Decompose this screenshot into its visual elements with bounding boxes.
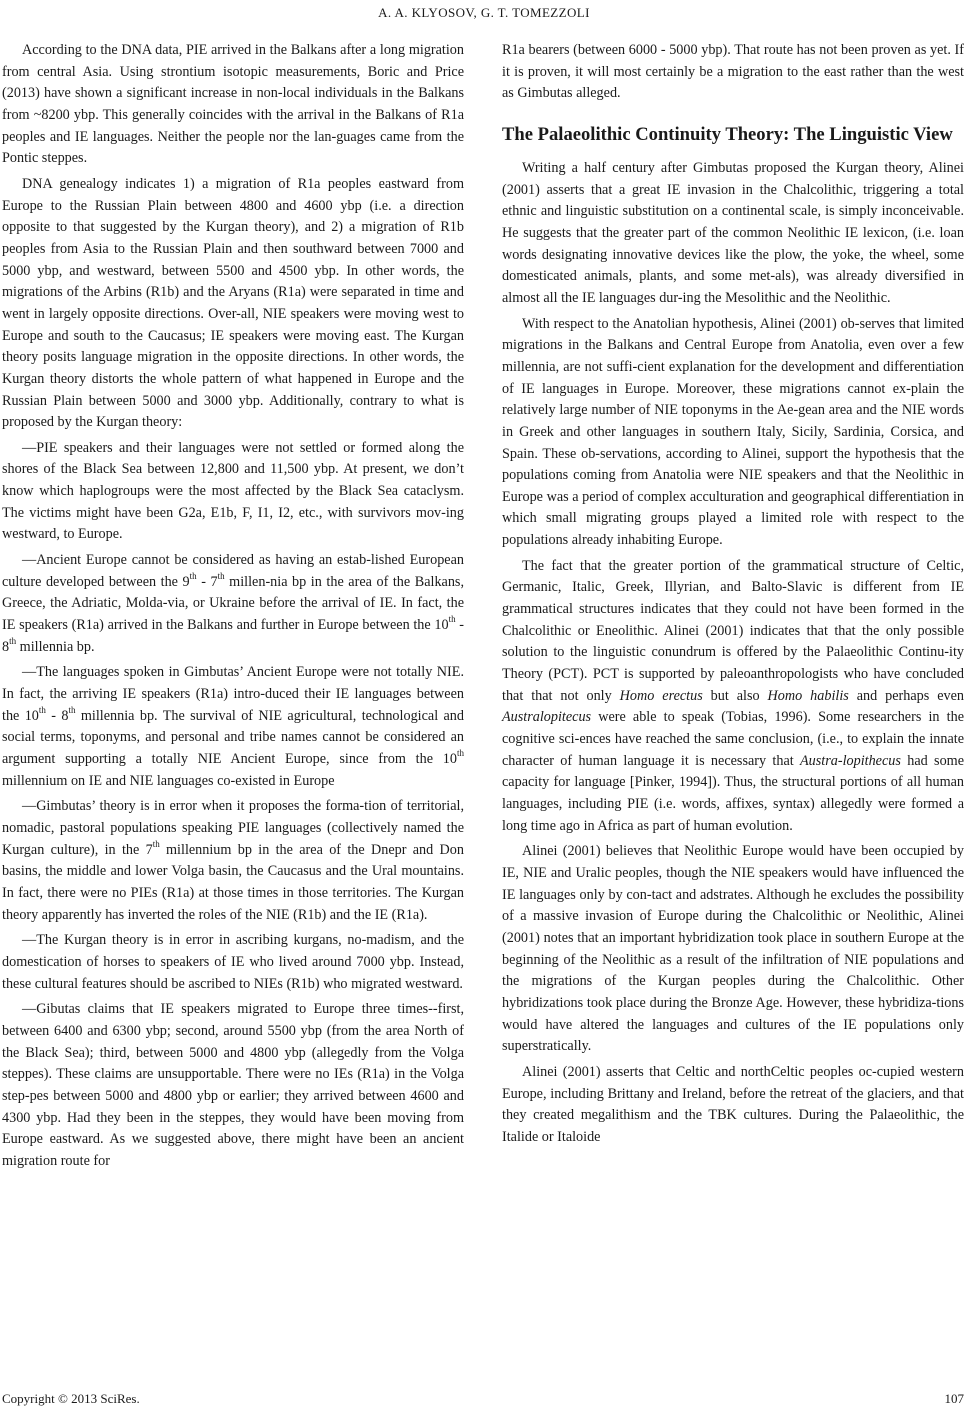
superscript: th bbox=[68, 704, 76, 715]
text-run: millen-nia bp in the area of the Balkans, Greece, the Adriatic, Molda-via, or Ukraine before the arrival of IE. In fact, the IE speakers (R1a) arrived in the Balkans and further in Europe between the 10 bbox=[2, 573, 465, 634]
text-run: The fact that the greater portion of the grammatical structure of Celtic, Germanic, Italic, Greek, Illyrian, and Balto-Slavic is different from IE grammatical structures indicates that they could not have been formed in the Chalcolithic or Eneolithic. Alinei (2001) indicates that that the only possible solution to the linguistic conundrum is offered by the Palaeolithic Continu-ity Theory (PCT). PCT is supported by paleoanthropologists who have concluded that that not only bbox=[502, 557, 964, 704]
superscript: th bbox=[448, 614, 456, 625]
text-run: had some capacity for language [Pinker, 1994]). Thus, the structural portions of all human languages, including PIE (i.e. words, affixes, syntax) allegedly were formed a long time ago in Africa as part of human evolution. bbox=[502, 752, 964, 834]
paragraph: According to the DNA data, PIE arrived in the Balkans after a long migration from central Asia. Using strontium isotopic measurements, Boric and Price (2013) have shown a significant increase in non-local individuals in the Balkans from ~8200 ybp. This generally coincides with the arrival in the Balkans of R1a peoples and IE languages. Neither the people nor the lan-guages came from the Pontic steppes. bbox=[2, 42, 464, 167]
copyright-notice: Copyright © 2013 SciRes. bbox=[2, 1391, 140, 1406]
superscript: th bbox=[38, 704, 46, 715]
paragraph: With respect to the Anatolian hypothesis, Alinei (2001) ob-serves that limited migrations in the Balkans and Central Europe from Anatolia, even over a few millennia, are not suffi-cient explanation for the development and differentiation of IE languages in Europe. Moreover, these migrations cannot ex-plain the relatively large number of NIE toponyms in the Ae-gean area and the NIE words in Greek and other languages in southern Italy, Sicily, Sardinia, Corsica, and Spain. These ob-servations, according to Alinei, support the hypothesis that the populations coming from Anatolia were NIE speakers and that the Neolithic in Europe was a period of complex acculturation and geographical differentiation in which small migrating groups played a limited role with respect to the populations already inhabiting Europe. bbox=[502, 315, 964, 549]
paragraph: —PIE speakers and their languages were not settled or formed along the shores of the Black Sea between 12,800 and 11,500 ybp. At present, we don’t know which haplogroups were the most affected by the Black Sea cataclysm. The victims might have been G2a, E1b, F, I1, I2, etc., with survivors mov-ing westward, to Europe. bbox=[2, 439, 464, 543]
superscript: th bbox=[152, 838, 160, 849]
italic-term: Homo erectus bbox=[619, 687, 703, 704]
paragraph: —The Kurgan theory is in error in ascribing kurgans, no-madism, and the domestication of horses to speakers of IE who lived around 7000 ybp. Instead, these cultural features should be ascribed to NIEs (R1b) who migrated westward. bbox=[2, 932, 464, 992]
text-run: but also bbox=[702, 687, 768, 704]
paragraph: —Gibutas claims that IE speakers migrated to Europe three times--first, between 6400 and 6300 ybp; second, around 5500 ybp (from the area North of the Black Sea); third, between 5000 and 4800 ybp (allegedly from the Volga steppes). These claims are unsupportable. There were no IEs (R1a) in the Volga step-pes between 5000 and 4800 ybp or earlier; they arrived between 4600 and 4300 ybp. Had they been in the steppes, they would have been moving from Europe eastward. As we suggested above, there might have been an ancient migration route for bbox=[2, 1001, 464, 1169]
paragraph: Writing a half century after Gimbutas proposed the Kurgan theory, Alinei (2001) asserts that a great IE invasion in the Chalcolithic, triggering a total ethnic and linguistic substitution on a continental scale, is simply inconceivable. He suggests that the greater part of the common Neolithic IE lexicon, (i.e. loan words designating innovative devices like the plow, the yoke, the wheel, some domesticated animals, plants, and some met-als), was already diversified in almost all the IE languages dur-ing the Mesolithic and the Neolithic. bbox=[502, 159, 964, 306]
paragraph bbox=[2, 662, 464, 792]
text-run: millennia bp. The survival of NIE agricultural, technological and social terms, toponyms, and personal and tribe names cannot be considered an argument supporting a totally NIE Ancient Europe, since from the 10 bbox=[2, 707, 464, 767]
text-run: were able to speak (Tobias, 1996). Some researchers in the cognitive sci-ences have reached the same conclusion, (i.e., to explain the innate character of human language it is necessary that bbox=[502, 709, 964, 769]
section-heading: The Palaeolithic Continuity Theory: The Linguistic View bbox=[502, 123, 953, 145]
superscript: th bbox=[9, 635, 17, 646]
right-column bbox=[502, 40, 964, 1153]
italic-term: Homo habilis bbox=[767, 687, 849, 704]
text-run: —Gimbutas’ theory is in error when it proposes the forma-tion of territorial, nomadic, pastoral populations speaking PIE languages (collectively named the Kurgan culture), in the 7 bbox=[2, 798, 464, 858]
text-run: - 8 bbox=[2, 617, 464, 655]
text-run: millennium bp in the area of the Dnepr and Don basins, the middle and lower Volga basin, the Caucasus and the Ural mountains. In fact, there were no PIEs (R1a) at those times in those territories. The Kurgan theory apparently has inverted the roles of the NIE (R1b) and the IE (R1a). bbox=[2, 841, 464, 923]
text-run: - 7 bbox=[196, 573, 218, 590]
superscript: th bbox=[217, 571, 225, 582]
left-column bbox=[2, 40, 464, 1176]
superscript: th bbox=[456, 748, 464, 759]
italic-term: Austra-lopithecus bbox=[800, 752, 901, 769]
paragraph bbox=[502, 556, 964, 838]
text-run: millennium on IE and NIE languages co-existed in Europe bbox=[2, 772, 335, 789]
paragraph bbox=[2, 796, 464, 926]
text-run: - 8 bbox=[45, 707, 69, 724]
text-run: —The languages spoken in Gimbutas’ Ancient Europe were not totally NIE. In fact, the arriving IE speakers (R1a) intro-duced their IE languages between the 10 bbox=[2, 664, 464, 724]
text-run: millennia bp. bbox=[16, 638, 95, 655]
superscript: th bbox=[189, 571, 197, 582]
italic-term: Australopitecus bbox=[502, 709, 592, 726]
paragraph: Alinei (2001) believes that Neolithic Europe would have been occupied by IE, NIE and Uralic peoples, though the NIE speakers would have influenced the IE languages only by con-tact and adstrates. Although he excludes the possibility of a massive invasion of Europe during the Chalcolithic or Neolithic, Alinei (2001) notes that an important hybridization took place in southern Europe at the beginning of the Neolithic as a result of the infiltration of NIE populations and the migrations of the Kurgan peoples during the Chalcolithic. Other hybridizations took place during the Bronze Age. However, these hybridiza-tions would have altered the languages and cultures of the IE populations only superstratically. bbox=[502, 843, 964, 1055]
text-run: and perhaps even bbox=[848, 687, 965, 704]
text-run: —Ancient Europe cannot be considered as having an estab-lished European culture developed between the 9 bbox=[2, 552, 464, 590]
paragraph bbox=[2, 550, 464, 658]
paragraph-continued: R1a bearers (between 6000 - 5000 ybp). That route has not been proven as yet. If it is proven, it will most certainly be a migration to the east rather than the west as Gimbutas alleged. bbox=[502, 42, 964, 102]
running-header: A. A. KLYOSOV, G. T. TOMEZZOLI bbox=[378, 5, 590, 20]
page-number: 107 bbox=[944, 1391, 964, 1406]
paragraph: DNA genealogy indicates 1) a migration of R1a peoples eastward from Europe to the Russian Plain between 4800 and 4600 ybp (i.e. a direction opposite to that suggested by the Kurgan theory), and 2) a migration of R1b peoples from Asia to the Russian Plain and then southward between 7000 and 5000 ybp, and westward, between 5500 and 4500 ybp. In other words, the migrations of the Arbins (R1b) and the Aryans (R1a) were separated in time and went in largely opposite directions. Over-all, NIE speakers were moving west to Europe and south to the Caucasus; IE speakers were moving east. The Kurgan theory posits language migration in the opposite directions. In other words, the Kurgan theory distorts the whole pattern of what happened in Europe and the Russian Plain between 5000 and 3000 ybp. Additionally, contrary to what is proposed by the Kurgan theory: bbox=[2, 175, 464, 431]
paragraph: Alinei (2001) asserts that Celtic and northCeltic peoples oc-cupied western Europe, including Brittany and Ireland, before the retreat of the glaciers, and that they created megalithism and the TBK cultures. During the Palaeolithic, the Italide or Italoide bbox=[502, 1063, 964, 1145]
